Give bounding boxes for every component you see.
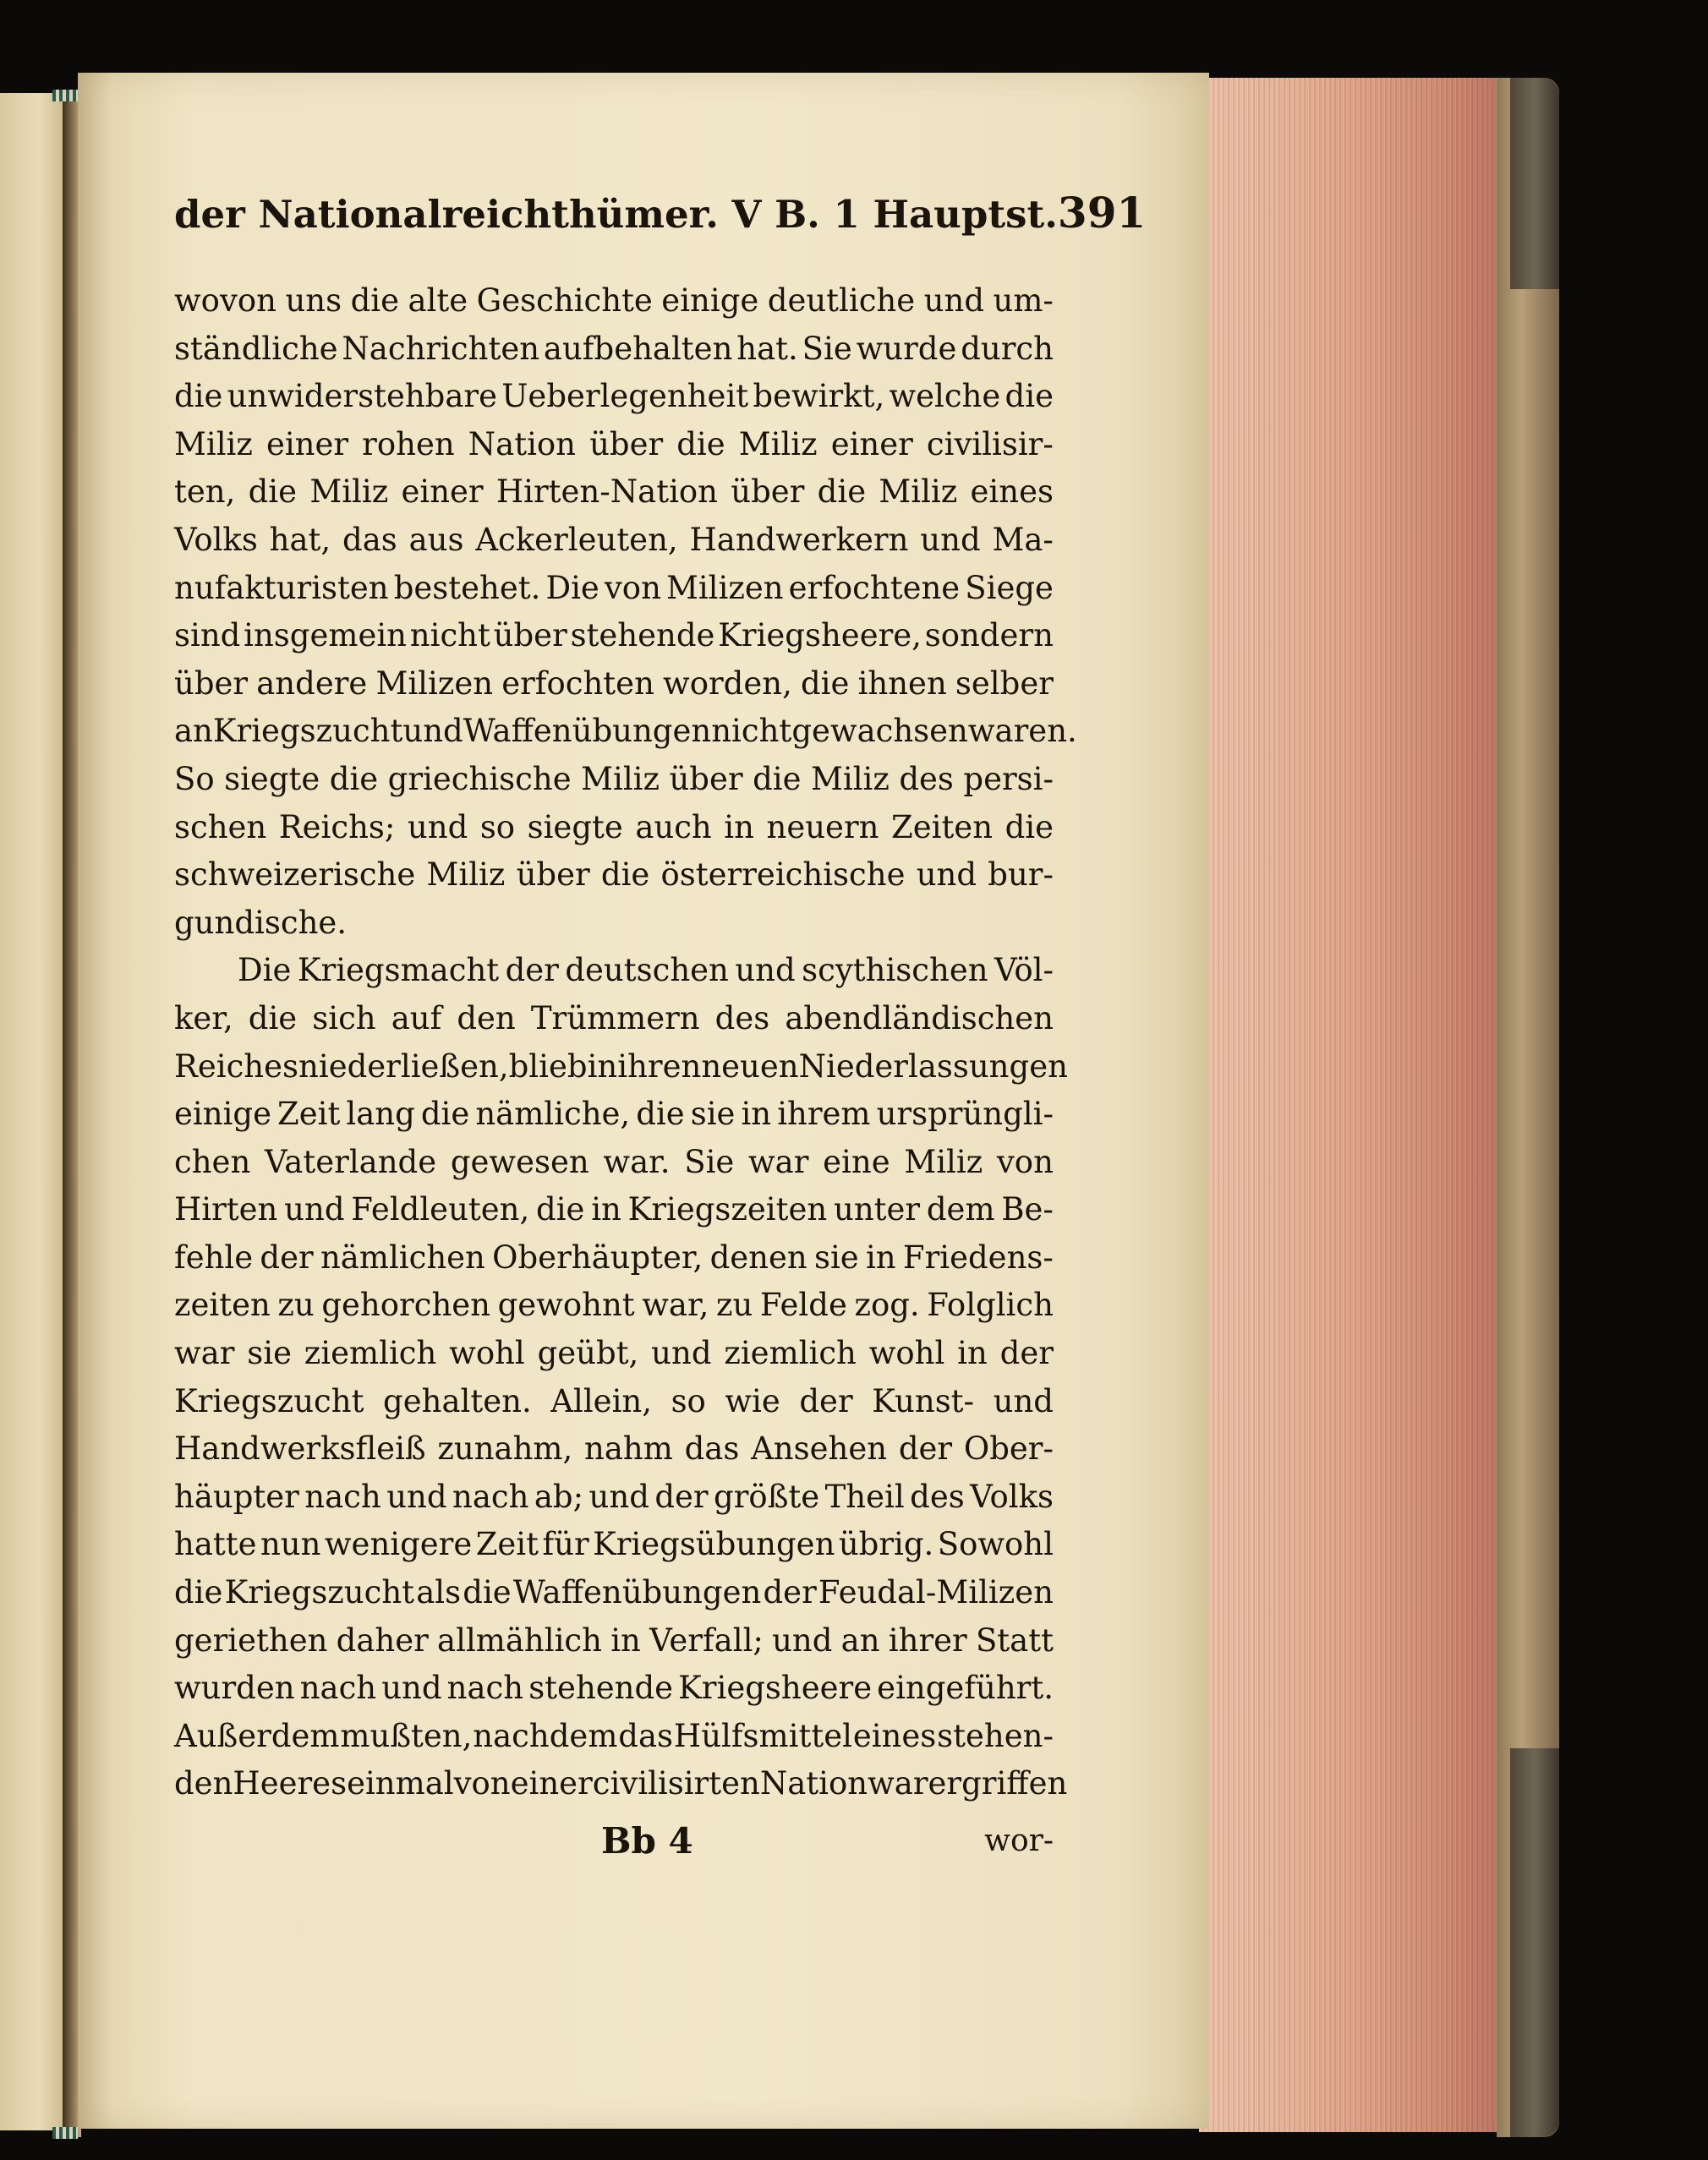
page-text	[174, 188, 1147, 1871]
text-line: geriethen daher allmählich in Verfall; und an ihrer Statt	[174, 1621, 1054, 1659]
text-line: Außerdem mußten, nachdem das Hülfsmittel eines stehen-	[174, 1717, 1054, 1754]
catchword: wor-	[984, 1824, 1054, 1858]
signature-mark: Bb 4	[601, 1820, 693, 1862]
text-line: gundische.	[174, 904, 348, 941]
text-line: war sie ziemlich wohl geübt, und ziemlich wohl in der	[174, 1335, 1054, 1372]
paragraph-2	[174, 947, 1068, 1808]
text-line: die unwiderstehbare Ueberlegenheit bewirkt, welche die	[174, 378, 1054, 415]
text-line: schweizerische Miliz über die österreichische und bur-	[174, 856, 1054, 894]
text-line: wurden nach und nach stehende Kriegsheere eingeführt.	[174, 1670, 1054, 1707]
text-line: So siegte die griechische Miliz über die Miliz des persi-	[174, 760, 1054, 797]
leather-corner-bottom	[1510, 1748, 1559, 2137]
text-line: häupter nach und nach ab; und der größte Theil des Volks	[174, 1478, 1054, 1515]
text-line: Miliz einer rohen Nation über die Miliz einer civilisir-	[174, 425, 1054, 462]
text-line: die Kriegszucht als die Waffenübungen der Feudal-Milizen	[174, 1574, 1054, 1611]
text-line: fehle der nämlichen Oberhäupter, denen sie in Friedens-	[174, 1239, 1054, 1276]
text-line: einige Zeit lang die nämliche, die sie in ihrem ursprüngli-	[174, 1096, 1054, 1133]
text-line: Handwerksfleiß zunahm, nahm das Ansehen der Ober-	[174, 1430, 1054, 1468]
text-line: chen Vaterlande gewesen war. Sie war eine Miliz von	[174, 1143, 1054, 1180]
text-line: wovon uns die alte Geschichte einige deutliche und um-	[174, 282, 1054, 319]
text-line: über andere Milizen erfochten worden, die ihnen selber	[174, 664, 1054, 702]
paragraph-1	[174, 277, 1077, 947]
text-line: Reiches niederließen, blieb in ihren neuen Niederlassungen	[174, 1047, 1068, 1085]
page-number: 391	[1057, 188, 1147, 238]
text-line: den Heeres einmal von einer civilisirten Nation war ergriffen	[174, 1765, 1068, 1802]
text-line: Hirten und Feldleuten, die in Kriegszeiten unter dem Be-	[174, 1191, 1054, 1228]
headband	[52, 90, 78, 101]
leather-corner-top	[1510, 78, 1559, 289]
page-footer	[174, 1820, 1054, 1871]
text-line: nufakturisten bestehet. Die von Milizen erfochtene Siege	[174, 569, 1054, 606]
text-line: zeiten zu gehorchen gewohnt war, zu Felde zog. Folglich	[174, 1287, 1054, 1324]
running-head	[174, 188, 1147, 247]
text-line: schen Reichs; und so siegte auch in neuern Zeiten die	[174, 808, 1054, 845]
text-line: hatte nun wenigere Zeit für Kriegsübungen übrig. Sowohl	[174, 1526, 1054, 1563]
text-line: Kriegszucht gehalten. Allein, so wie der Kunst- und	[174, 1382, 1054, 1419]
tailband	[52, 2127, 78, 2139]
text-line: ten, die Miliz einer Hirten-Nation über die Miliz eines	[174, 473, 1054, 511]
running-title: der Nationalreichthümer. V B. 1 Hauptst.	[174, 192, 1058, 237]
text-line: an Kriegszucht und Waffenübungen nicht gewachsen waren.	[174, 713, 1077, 750]
page-fore-edge	[1199, 78, 1502, 2132]
text-line: ker, die sich auf den Trümmern des abendländischen	[174, 999, 1054, 1036]
text-line: ständliche Nachrichten aufbehalten hat. Sie wurde durch	[174, 330, 1054, 367]
text-line: Die Kriegsmacht der deutschen und scythischen Völ-	[238, 952, 1054, 989]
text-line: Volks hat, das aus Ackerleuten, Handwerkern und Ma-	[174, 521, 1054, 558]
text-line: sind insgemein nicht über stehende Kriegsheere, sondern	[174, 617, 1054, 654]
left-facing-page	[0, 93, 69, 2130]
